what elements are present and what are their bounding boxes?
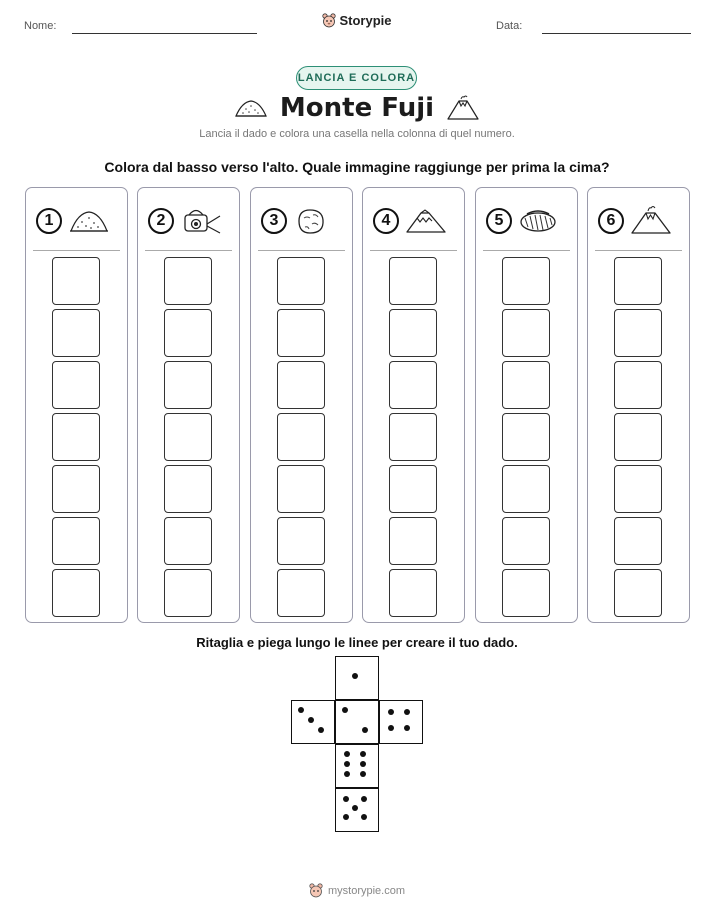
die-pip — [343, 796, 349, 802]
color-box[interactable] — [614, 569, 662, 617]
die-pip — [360, 771, 366, 777]
rock-icon — [293, 206, 335, 236]
volcano-icon — [446, 94, 480, 122]
color-box[interactable] — [164, 309, 212, 357]
color-box[interactable] — [389, 413, 437, 461]
die-pip — [342, 707, 348, 713]
die-pip — [362, 727, 368, 733]
color-box[interactable] — [614, 465, 662, 513]
name-label: Nome: — [24, 20, 57, 32]
color-box[interactable] — [389, 569, 437, 617]
color-box[interactable] — [502, 361, 550, 409]
color-box[interactable] — [277, 361, 325, 409]
die-pip — [361, 814, 367, 820]
die-pip — [388, 709, 394, 715]
storypie-mascot-icon — [309, 883, 323, 898]
mountain-fuji-icon — [405, 206, 447, 236]
die-pip — [352, 805, 358, 811]
color-box[interactable] — [389, 465, 437, 513]
color-box[interactable] — [614, 413, 662, 461]
column-2 — [137, 187, 240, 623]
color-box[interactable] — [164, 569, 212, 617]
brand-name: Storypie — [339, 13, 392, 28]
column-number: 1 — [36, 208, 62, 234]
color-box[interactable] — [389, 517, 437, 565]
color-box[interactable] — [164, 517, 212, 565]
sandal-icon — [518, 206, 560, 236]
die-pip — [360, 751, 366, 757]
color-box[interactable] — [614, 517, 662, 565]
die-pip — [344, 751, 350, 757]
footer-url[interactable]: mystorypie.com — [327, 884, 406, 897]
color-box[interactable] — [502, 517, 550, 565]
color-box[interactable] — [164, 257, 212, 305]
title-row — [0, 90, 714, 126]
column-divider — [145, 250, 232, 251]
brand-logo — [0, 13, 714, 28]
color-box[interactable] — [614, 257, 662, 305]
color-box[interactable] — [502, 413, 550, 461]
die-face-5 — [335, 788, 379, 832]
footer — [0, 883, 714, 898]
color-box[interactable] — [277, 517, 325, 565]
page-title: Monte Fuji — [279, 93, 435, 123]
die-pip — [344, 771, 350, 777]
column-number: 6 — [598, 208, 624, 234]
column-1 — [25, 187, 128, 623]
die-pip — [318, 727, 324, 733]
die-face-1 — [335, 656, 379, 700]
die-face-6 — [335, 744, 379, 788]
color-box[interactable] — [277, 309, 325, 357]
color-box[interactable] — [52, 465, 100, 513]
die-pip — [343, 814, 349, 820]
subtitle: Lancia il dado e colora una casella nella colonna di quel numero. — [199, 128, 515, 140]
storypie-mascot-icon — [322, 13, 336, 28]
color-box[interactable] — [52, 517, 100, 565]
die-pip — [298, 707, 304, 713]
die-pip — [361, 796, 367, 802]
die-pip — [404, 709, 410, 715]
column-divider — [33, 250, 120, 251]
die-pip — [404, 725, 410, 731]
color-box[interactable] — [52, 361, 100, 409]
rice-pile-icon — [234, 96, 268, 120]
date-label: Data: — [496, 20, 523, 32]
color-box[interactable] — [164, 465, 212, 513]
die-pip — [308, 717, 314, 723]
color-box[interactable] — [502, 257, 550, 305]
die-pip — [360, 761, 366, 767]
color-box[interactable] — [614, 361, 662, 409]
column-number: 4 — [373, 208, 399, 234]
color-box[interactable] — [277, 465, 325, 513]
name-line[interactable] — [72, 33, 257, 34]
column-3 — [250, 187, 353, 623]
color-box[interactable] — [52, 569, 100, 617]
color-box[interactable] — [389, 361, 437, 409]
column-number: 5 — [486, 208, 512, 234]
column-5 — [475, 187, 578, 623]
column-divider — [370, 250, 457, 251]
color-box[interactable] — [277, 413, 325, 461]
column-number: 3 — [261, 208, 287, 234]
die-face-4 — [379, 700, 423, 744]
color-box[interactable] — [52, 257, 100, 305]
column-divider — [483, 250, 570, 251]
cut-instruction: Ritaglia e piega lungo le linee per creare il tuo dado. — [196, 635, 518, 650]
column-number: 2 — [148, 208, 174, 234]
die-pip — [388, 725, 394, 731]
column-4 — [362, 187, 465, 623]
volcano-icon — [630, 205, 672, 237]
color-box[interactable] — [164, 413, 212, 461]
column-divider — [258, 250, 345, 251]
instruction: Colora dal basso verso l'alto. Quale immagine raggiunge per prima la cima? — [104, 159, 610, 175]
color-box[interactable] — [52, 413, 100, 461]
color-box[interactable] — [502, 465, 550, 513]
color-box[interactable] — [389, 257, 437, 305]
color-box[interactable] — [277, 569, 325, 617]
color-box[interactable] — [502, 309, 550, 357]
die-pip — [344, 761, 350, 767]
column-6 — [587, 187, 690, 623]
color-box[interactable] — [614, 309, 662, 357]
activity-badge: LANCIA E COLORA — [296, 66, 417, 90]
rice-pile-icon — [68, 207, 110, 235]
date-line[interactable] — [542, 33, 691, 34]
column-divider — [595, 250, 682, 251]
color-box[interactable] — [389, 309, 437, 357]
color-box[interactable] — [164, 361, 212, 409]
die-face-3 — [291, 700, 335, 744]
camera-icon — [180, 206, 222, 236]
color-box[interactable] — [277, 257, 325, 305]
die-pip — [352, 673, 358, 679]
color-box[interactable] — [52, 309, 100, 357]
color-box[interactable] — [502, 569, 550, 617]
die-face-2 — [335, 700, 379, 744]
